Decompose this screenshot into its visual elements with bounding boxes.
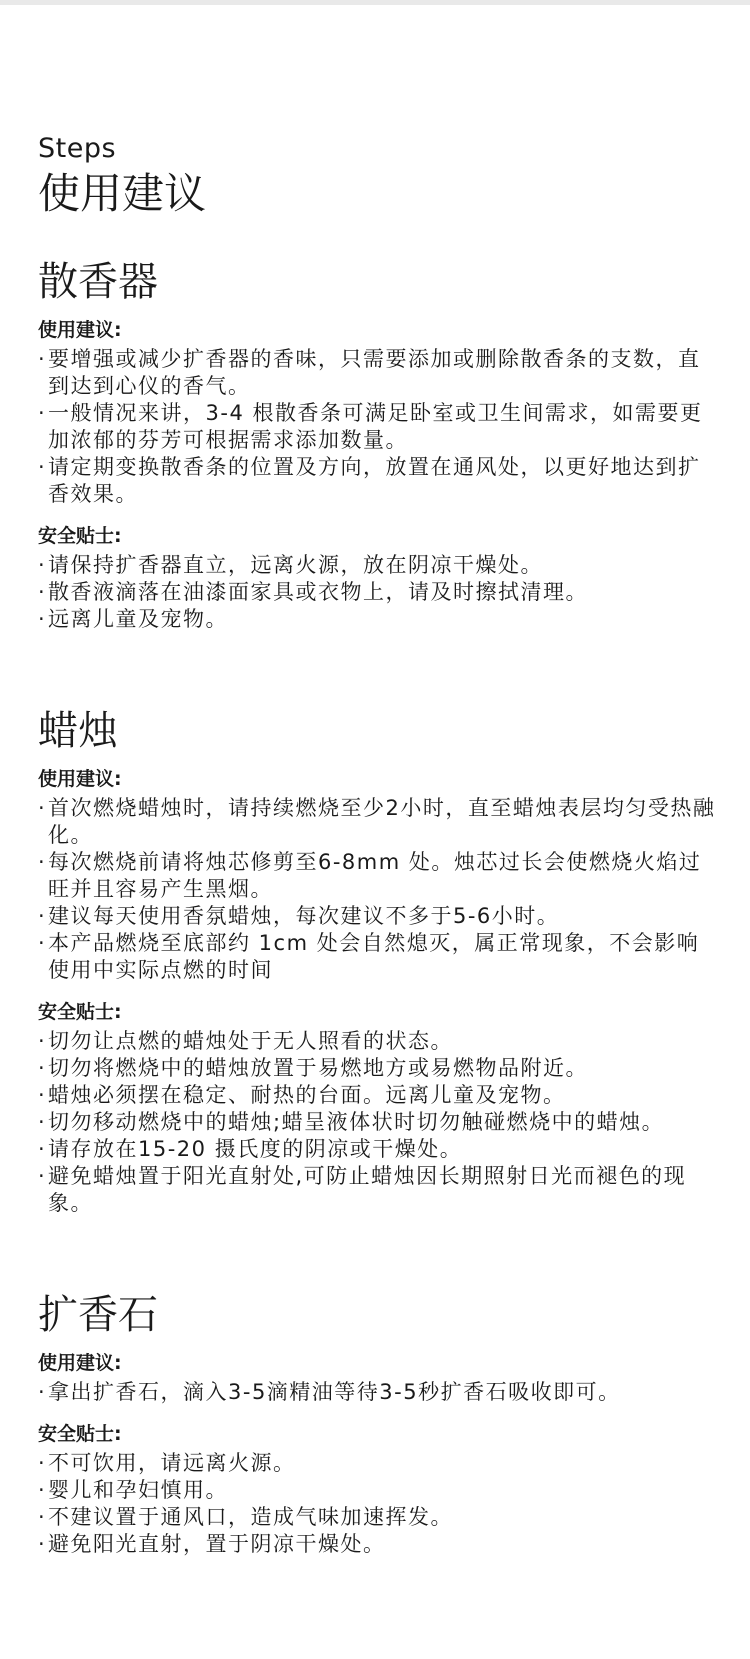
section-diffuser [38,254,718,633]
section-diffuser-stone [38,1287,718,1558]
list-item: · 切勿将燃烧中的蜡烛放置于易燃地方或易燃物品附近。 [38,1055,718,1082]
page-title: 使用建议 [38,169,207,218]
list-item: · 婴儿和孕妇慎用。 [38,1477,718,1504]
list-item: · 拿出扩香石，滴入3-5滴精油等待3-5秒扩香石吸收即可。 [38,1379,718,1406]
list-item: · 蜡烛必须摆在稳定、耐热的台面。远离儿童及宠物。 [38,1082,718,1109]
list-item: · 一般情况来讲，3-4 根散香条可满足卧室或卫生间需求，如需要更加浓郁的芬芳可根据需求添加数量。 [38,400,718,454]
section-title: 散香器 [38,259,158,305]
list-item: · 首次燃烧蜡烛时，请持续燃烧至少2小时，直至蜡烛表层均匀受热融化。 [38,795,718,849]
safety-list [38,552,718,633]
safety-list [38,1450,718,1558]
list-item: · 切勿移动燃烧中的蜡烛;蜡呈液体状时切勿触碰燃烧中的蜡烛。 [38,1109,718,1136]
section-title: 蜡烛 [38,708,118,754]
section-candle [38,703,718,1217]
list-item: · 建议每天使用香氛蜡烛，每次建议不多于5-6小时。 [38,903,718,930]
eyebrow-label: Steps [38,133,117,164]
list-item: · 切勿让点燃的蜡烛处于无人照看的状态。 [38,1028,718,1055]
safety-heading: 安全贴士: [38,1423,122,1445]
safety-list [38,1028,718,1217]
list-item: · 请保持扩香器直立，远离火源，放在阴凉干燥处。 [38,552,718,579]
usage-list [38,346,718,508]
list-item: · 不可饮用，请远离火源。 [38,1450,718,1477]
usage-heading: 使用建议: [38,768,122,790]
page-content [38,132,718,1558]
usage-list [38,1379,718,1406]
top-divider [0,0,750,5]
list-item: · 避免阳光直射，置于阴凉干燥处。 [38,1531,718,1558]
list-item: · 要增强或减少扩香器的香味，只需要添加或删除散香条的支数，直到达到心仪的香气。 [38,346,718,400]
safety-heading: 安全贴士: [38,525,122,547]
usage-heading: 使用建议: [38,319,122,341]
list-item: · 本产品燃烧至底部约 1cm 处会自然熄灭，属正常现象，不会影响使用中实际点燃的时间 [38,930,718,984]
list-item: · 请定期变换散香条的位置及方向，放置在通风处，以更好地达到扩香效果。 [38,454,718,508]
list-item: · 不建议置于通风口，造成气味加速挥发。 [38,1504,718,1531]
list-item: · 避免蜡烛置于阳光直射处,可防止蜡烛因长期照射日光而褪色的现象。 [38,1163,718,1217]
usage-heading: 使用建议: [38,1352,122,1374]
list-item: · 每次燃烧前请将烛芯修剪至6-8mm 处。烛芯过长会使燃烧火焰过旺并且容易产生黑烟。 [38,849,718,903]
list-item: · 远离儿童及宠物。 [38,606,718,633]
usage-list [38,795,718,984]
list-item: · 请存放在15-20 摄氏度的阴凉或干燥处。 [38,1136,718,1163]
safety-heading: 安全贴士: [38,1001,122,1023]
section-title: 扩香石 [38,1292,158,1338]
list-item: · 散香液滴落在油漆面家具或衣物上，请及时擦拭清理。 [38,579,718,606]
